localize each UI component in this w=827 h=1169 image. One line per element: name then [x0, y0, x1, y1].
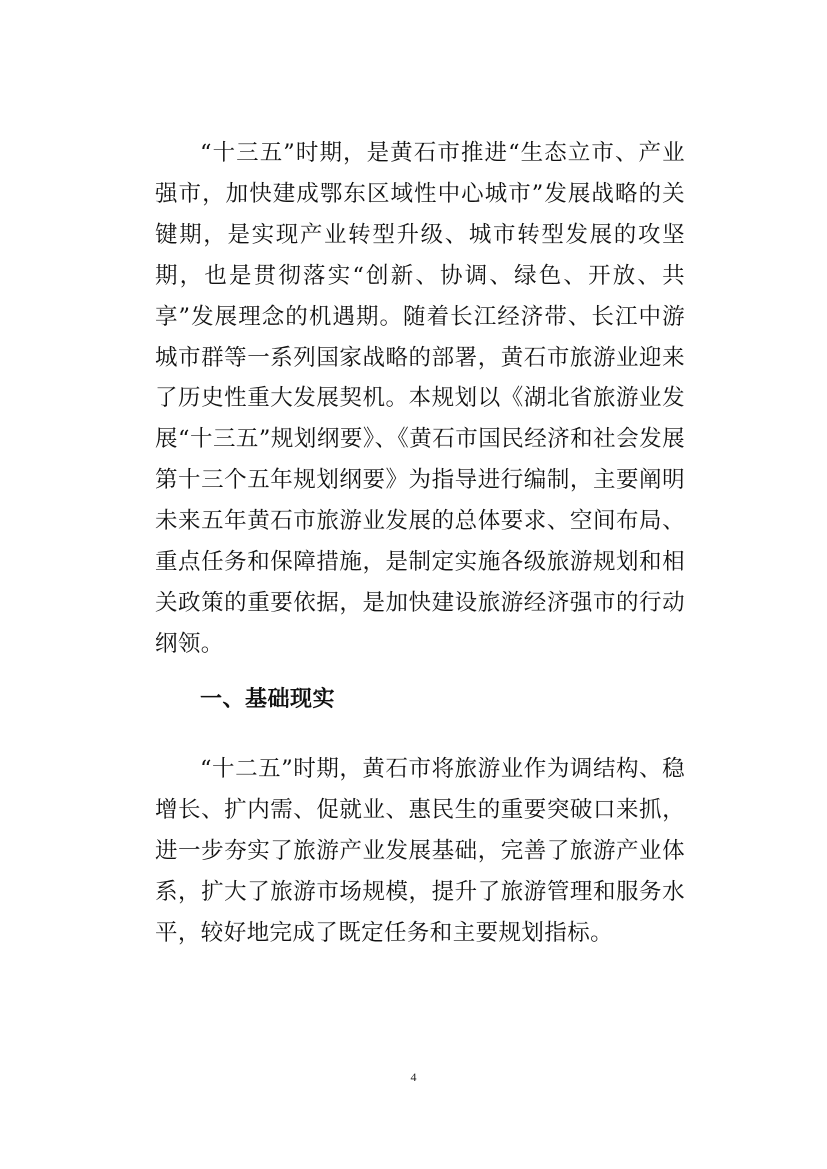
page-number: 4 [410, 1070, 417, 1084]
section-heading: 一、基础现实 [200, 687, 336, 712]
body-paragraph: “十二五”时期，黄石市将旅游业作为调结构、稳增长、扩内需、促就业、惠民生的重要突破口来抓，进一步夯实了旅游产业发展基础，完善了旅游产业体系，扩大了旅游市场规模，提升了旅游管理和服务水平，较好地完成了既定任务和主要规划指标。 [155, 756, 685, 946]
intro-paragraph: “十三五”时期，是黄石市推进“生态立市、产业强市，加快建成鄂东区域性中心城市”发展战略的关键期，是实现产业转型升级、城市转型发展的攻坚期，也是贯彻落实“创新、协调、绿色、开放、共享”发展理念的机遇期。随着长江经济带、长江中游城市群等一系列国家战略的部署，黄石市旅游业迎来了历史性重大发展契机。本规划以《湖北省旅游业发展“十三五”规划纲要》、《黄石市国民经济和社会发展第十三个五年规划纲要》为指导进行编制，主要阐明未来五年黄石市旅游业发展的总体要求、空间布局、重点任务和保障措施，是制定实施各级旅游规划和相关政策的重要依据，是加快建设旅游经济强市的行动纲领。 [155, 140, 685, 657]
